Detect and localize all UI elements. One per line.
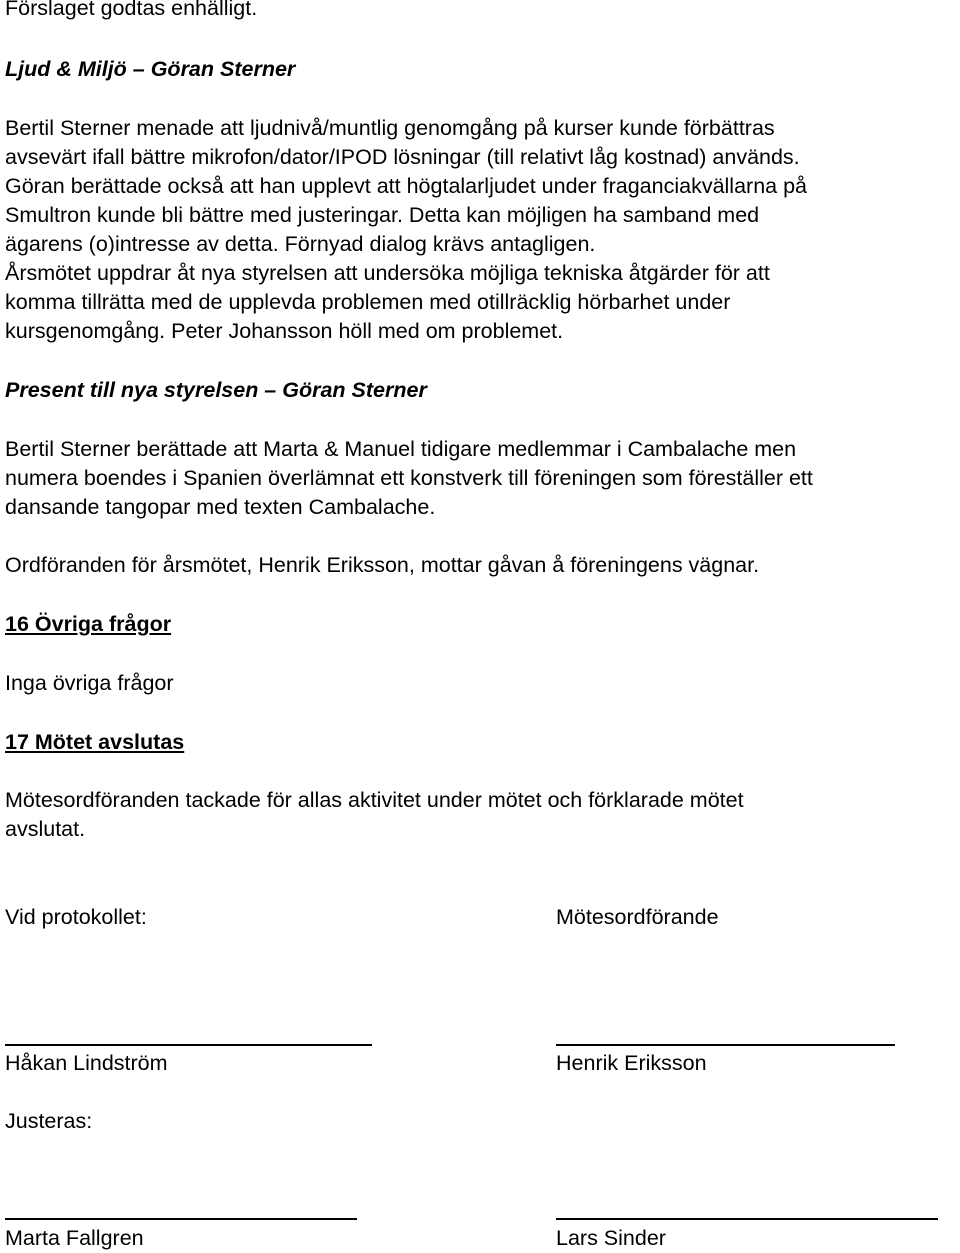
signature-line-right-1 [556,1044,895,1046]
justeras-label: Justeras: [5,1109,93,1133]
signature-name-left-2: Marta Fallgren [5,1226,144,1250]
body-line: Ordföranden för årsmötet, Henrik Eriksson, mottar gåvan å föreningens vägnar. [5,553,760,577]
body-line: Göran berättade också att han upplevt att högtalarljudet under fraganciakvällarna på [5,174,807,198]
signature-line-left-1 [5,1044,372,1046]
body-line: komma tillrätta med de upplevda problemen med otillräcklig hörbarhet under [5,290,731,314]
body-line: Smultron kunde bli bättre med justeringar. Detta kan möjligen ha samband med [5,203,760,227]
section-heading-16: 16 Övriga frågor [5,612,172,636]
body-line: avslutat. [5,817,86,841]
body-line: numera boendes i Spanien överlämnat ett konstverk till föreningen som föreställer ett [5,466,813,490]
body-line: ägarens (o)intresse av detta. Förnyad dialog krävs antagligen. [5,232,596,256]
body-line: Bertil Sterner menade att ljudnivå/muntlig genomgång på kurser kunde förbättras [5,116,775,140]
signature-name-right-2: Lars Sinder [556,1226,666,1250]
body-line: kursgenomgång. Peter Johansson höll med om problemet. [5,319,564,343]
section-heading-ljud: Ljud & Miljö – Göran Sterner [5,57,296,81]
signature-line-right-2 [556,1218,938,1220]
body-line: Mötesordföranden tackade för allas aktivitet under mötet och förklarade mötet [5,788,744,812]
body-line: Årsmötet uppdrar åt nya styrelsen att undersöka möjliga tekniska åtgärder för att [5,261,770,285]
section-body-16: Inga övriga frågor [5,671,174,695]
paragraph-fragment: Förslaget godtas enhälligt. [5,0,258,20]
body-line: avsevärt ifall bättre mikrofon/dator/IPOD lösningar (till relativt låg kostnad) används. [5,145,800,169]
body-line: Bertil Sterner berättade att Marta & Manuel tidigare medlemmar i Cambalache men [5,437,797,461]
signature-name-left-1: Håkan Lindström [5,1051,168,1075]
body-line: dansande tangopar med texten Cambalache. [5,495,436,519]
signature-label-left: Vid protokollet: [5,905,147,929]
signature-line-left-2 [5,1218,357,1220]
signature-label-right: Mötesordförande [556,905,719,929]
section-heading-present: Present till nya styrelsen – Göran Sterner [5,378,427,402]
section-heading-17: 17 Mötet avslutas [5,730,185,754]
signature-name-right-1: Henrik Eriksson [556,1051,707,1075]
